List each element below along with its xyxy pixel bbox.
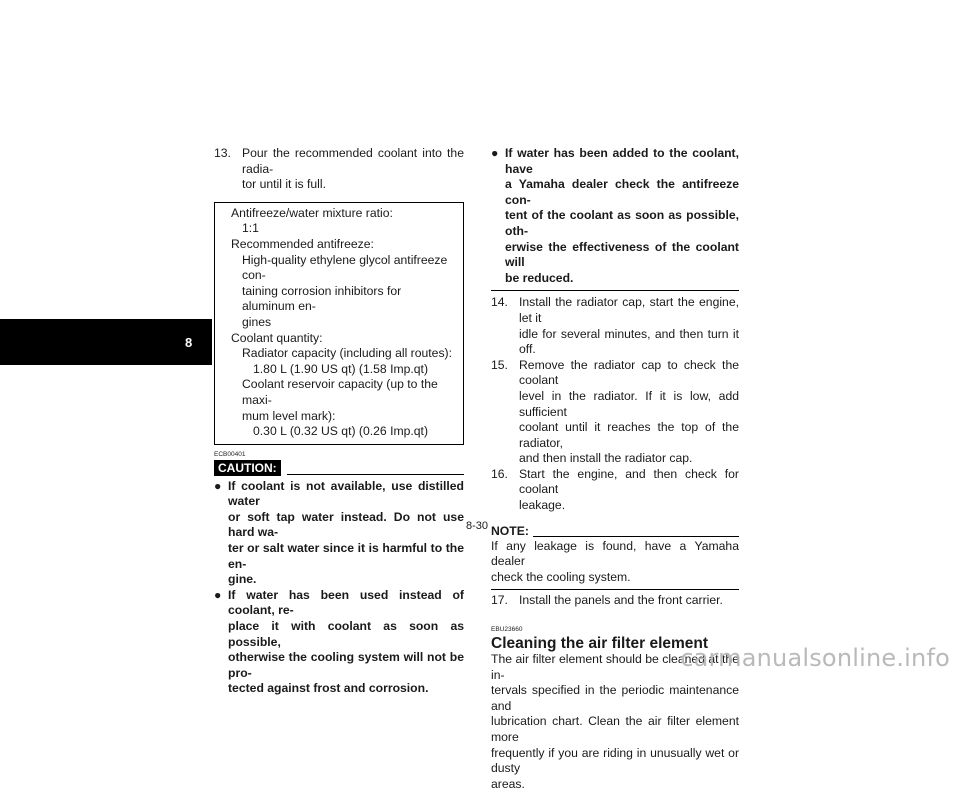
step-line: and then install the radiator cap.	[519, 451, 693, 466]
caution-bullet	[214, 479, 464, 588]
right-column	[491, 146, 739, 792]
note-header	[491, 524, 739, 539]
step-line: tor until it is full.	[242, 177, 326, 192]
note-line: If any leakage is found, have a Yamaha dealer	[491, 538, 739, 569]
bullet-icon: ●	[214, 478, 222, 493]
bullet-line: ter or salt water since it is harmful to the en-	[228, 541, 464, 571]
bullet-line: a Yamaha dealer check the antifreeze con-	[505, 177, 739, 207]
caution-rule	[287, 474, 464, 475]
bullet-line: If coolant is not available, use distilled water	[228, 478, 464, 509]
step-line: leakage.	[519, 498, 566, 513]
spec-line: mum level mark):	[242, 408, 336, 423]
step-line: idle for several minutes, and then turn it off.	[519, 326, 739, 357]
step-number: 14.	[491, 295, 508, 310]
step-line: coolant until it reaches the top of the radiator,	[519, 420, 739, 450]
bullet-line: be reduced.	[505, 270, 574, 285]
step-number: 17.	[491, 593, 508, 608]
para-line: frequently if you are riding in unusually wet or dusty	[491, 745, 739, 776]
section-title: Cleaning the air filter element	[491, 635, 709, 653]
step-17	[491, 593, 739, 609]
bullet-line: If water has been used instead of coolant, re-	[228, 587, 464, 618]
step-line: Install the radiator cap, start the engine, let it	[519, 295, 739, 325]
note-label: NOTE:	[491, 523, 529, 538]
caution-code: ECB00401	[214, 450, 246, 458]
bullet-icon: ●	[214, 587, 222, 602]
step-14	[491, 295, 739, 357]
bullet-line: gine.	[228, 572, 257, 587]
caution-header	[214, 460, 464, 476]
section-code: EBU23660	[491, 626, 523, 634]
step-number: 16.	[491, 466, 508, 481]
step-number: 13.	[214, 146, 231, 160]
bullet-line: or soft tap water instead. Do not use hard wa-	[228, 509, 464, 540]
bullet-line: place it with coolant as soon as possible,	[228, 619, 464, 649]
chapter-number: 8	[185, 334, 193, 350]
bullet-line: otherwise the cooling system will not be pro-	[228, 650, 464, 680]
note-rule	[533, 536, 739, 537]
caution-label: CAUTION:	[214, 460, 281, 476]
note-line: check the cooling system.	[491, 569, 631, 584]
step-line: Remove the radiator cap to check the coolant	[519, 357, 739, 388]
section-paragraph	[491, 652, 739, 792]
spec-line: High-quality ethylene glycol antifreeze con-	[242, 252, 448, 283]
spec-line: taining corrosion inhibitors for aluminum en-	[242, 283, 402, 314]
bullet-icon: ●	[491, 146, 499, 160]
caution-bullet	[491, 146, 739, 286]
caution-bullet	[214, 588, 464, 697]
step-line: Install the panels and the front carrier.	[519, 593, 723, 608]
spec-box	[214, 202, 464, 445]
para-line: tervals specified in the periodic maintenance and	[491, 683, 739, 713]
left-column	[214, 146, 464, 697]
watermark: carmanualsonline.info	[680, 644, 950, 672]
spec-line: Radiator capacity (including all routes):	[242, 346, 452, 361]
page-number: 8-30	[466, 520, 489, 532]
note-body	[491, 539, 739, 586]
chapter-tab	[0, 319, 212, 365]
step-13	[214, 146, 464, 193]
step-line: Start the engine, and then check for coolant	[519, 466, 739, 497]
bullet-line: erwise the effectiveness of the coolant will	[505, 239, 739, 270]
step-line: level in the radiator. If it is low, add sufficient	[519, 388, 739, 419]
para-line: lubrication chart. Clean the air filter element more	[491, 714, 739, 744]
step-text	[242, 146, 464, 193]
spec-line: 1:1	[242, 221, 259, 236]
spec-line: 0.30 L (0.32 US qt) (0.26 Imp.qt)	[253, 424, 428, 439]
spec-line: 1.80 L (1.90 US qt) (1.58 Imp.qt)	[253, 361, 428, 376]
para-line: areas.	[491, 776, 525, 791]
bullet-line: tected against frost and corrosion.	[228, 681, 429, 696]
step-16	[491, 467, 739, 514]
spec-line: Antifreeze/water mixture ratio:	[231, 205, 393, 220]
spec-line: gines	[242, 314, 272, 329]
spec-line: Coolant quantity:	[231, 330, 323, 345]
bullet-line: If water has been added to the coolant, have	[505, 146, 739, 176]
step-line: Pour the recommended coolant into the radia-	[242, 146, 464, 176]
spec-line: Recommended antifreeze:	[231, 236, 374, 251]
bullet-line: tent of the coolant as soon as possible, oth-	[505, 208, 739, 238]
para-line: The air filter element should be cleaned at the in-	[491, 652, 739, 682]
step-number: 15.	[491, 357, 508, 372]
spec-line: Coolant reservoir capacity (up to the maxi-	[242, 377, 438, 407]
step-15	[491, 358, 739, 467]
